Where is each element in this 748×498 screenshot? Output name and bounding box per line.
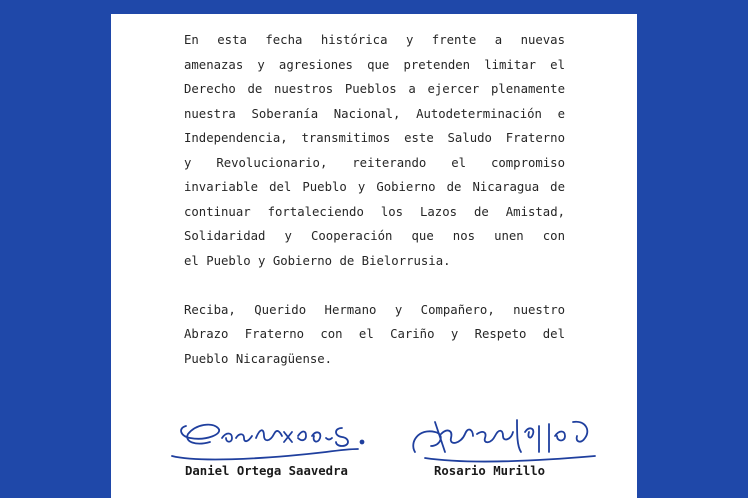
letter-paragraph-2 bbox=[184, 298, 565, 372]
signatory-name-left: Daniel Ortega Saavedra bbox=[185, 464, 348, 478]
letter-paragraph-1 bbox=[184, 28, 565, 273]
letter-line: continuar fortaleciendo los Lazos de Amistad, bbox=[184, 204, 565, 219]
letter-line: nuestra Soberanía Nacional, Autodeterminación e bbox=[184, 106, 565, 121]
letter-line: En esta fecha histórica y frente a nuevas bbox=[184, 33, 565, 47]
letter-line: Pueblo Nicaragüense. bbox=[184, 351, 333, 366]
letter-line: Independencia, transmitimos este Saludo Fraterno bbox=[184, 131, 565, 145]
letter-body bbox=[184, 28, 565, 371]
letter-line: amenazas y agresiones que pretenden limitar el bbox=[184, 57, 565, 72]
signature-rosario-murillo bbox=[405, 412, 605, 468]
letter-line: Solidaridad y Cooperación que nos unen con bbox=[184, 229, 565, 243]
signature-block bbox=[111, 394, 637, 498]
signature-daniel-ortega bbox=[166, 416, 376, 464]
letter-line: y Revolucionario, reiterando el compromiso bbox=[184, 155, 565, 170]
letter-line: el Pueblo y Gobierno de Bielorrusia. bbox=[184, 253, 451, 268]
letter-line: Reciba, Querido Hermano y Compañero, nuestro bbox=[184, 302, 565, 317]
letter-line: Derecho de nuestros Pueblos a ejercer plenamente bbox=[184, 82, 565, 96]
letter-page bbox=[111, 14, 637, 498]
letter-line: invariable del Pueblo y Gobierno de Nicaragua de bbox=[184, 180, 565, 194]
letter-line: Abrazo Fraterno con el Cariño y Respeto del bbox=[184, 327, 565, 341]
signatory-name-right: Rosario Murillo bbox=[434, 464, 546, 478]
